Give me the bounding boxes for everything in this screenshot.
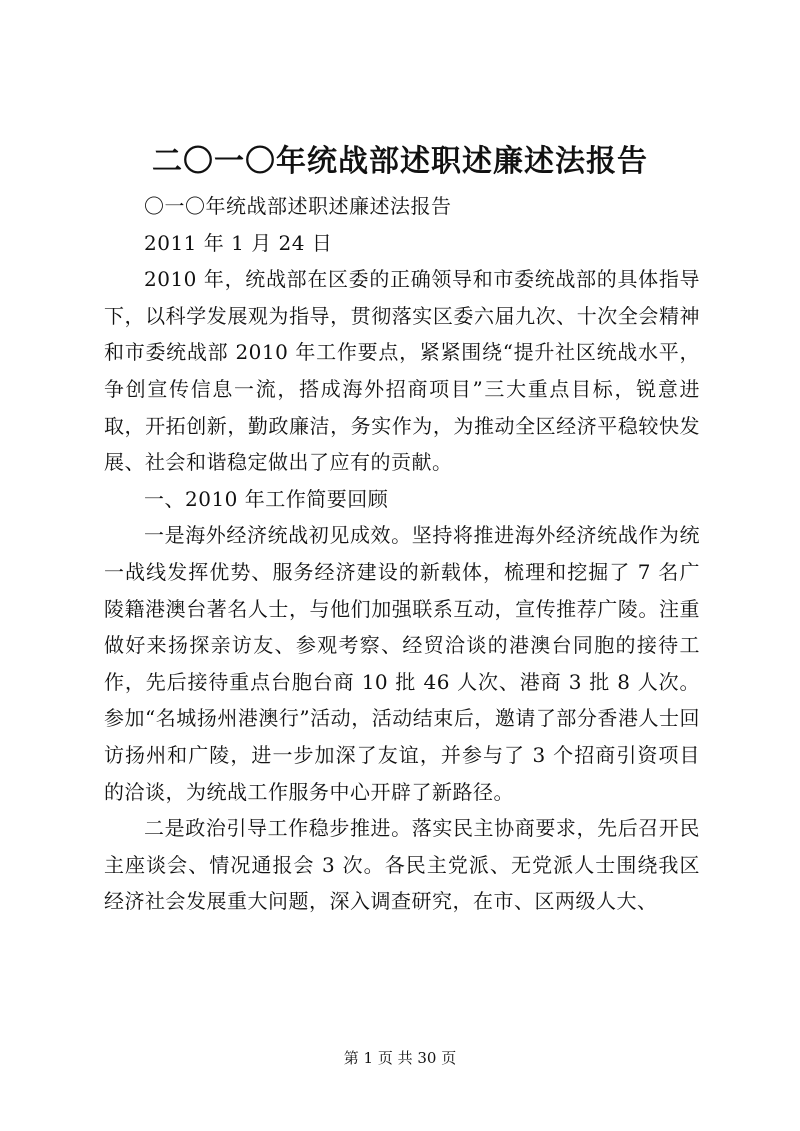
intro-paragraph: 2010 年，统战部在区委的正确领导和市委统战部的具体指导下，以科学发展观为指导，贯彻落实区委六届九次、十次全会精神和市委统战部 2010 年工作要点，紧紧围绕“提升社区统战水平，争创宣传信息一流，搭成海外招商项目”三大重点目标，锐意进取，开拓创新，勤政廉洁，务实作为，为推动全区经济平稳较快发展、社会和谐稳定做出了应有的贡献。 [104,267,700,475]
section-heading: 一、2010 年工作简要回顾 [144,486,389,511]
subtitle-paragraph: 〇一〇年统战部述职述廉述法报告 [144,194,452,218]
page-footer: 第 1 页 共 30 页 [343,1049,457,1067]
document-title: 二〇一〇年统战部述职述廉述法报告 [152,144,648,179]
body-paragraph-overseas: 一是海外经济统战初见成效。坚持将推进海外经济统战作为统一战线发挥优势、服务经济建设的新载体，梳理和挖掘了 7 名广陵籍港澳台著名人士，与他们加强联系互动，宣传推荐广陵。注重做好来扬探亲访友、参观考察、经贸洽谈的港澳台同胞的接待工作，先后接待重点台胞台商 10 批 46 人次、港商 3 批 8 人次。参加“名城扬州港澳行”活动，活动结束后，邀请了部分香港人士回访扬州和广陵，进一步加深了友谊，并参与了 3 个招商引资项目的洽谈，为统战工作服务中心开辟了新路径。 [104,523,700,804]
body-paragraph-political: 二是政治引导工作稳步推进。落实民主协商要求，先后召开民主座谈会、情况通报会 3 次。各民主党派、无党派人士围绕我区经济社会发展重大问题，深入调查研究，在市、区两级人大、 [104,816,700,914]
document-body [104,188,700,920]
date-paragraph: 2011 年 1 月 24 日 [144,230,333,255]
